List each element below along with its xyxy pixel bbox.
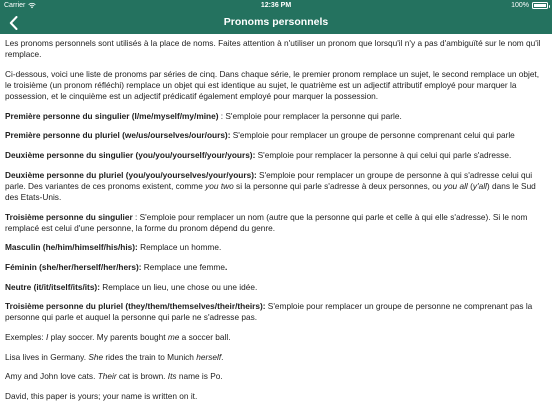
example-yall: y'all [472, 180, 487, 191]
second-person-plural-heading: Deuxième personne du pluriel (you/you/yourselves/your/yours): [5, 169, 257, 180]
example-3-text-b: cat is brown. [116, 371, 168, 382]
carrier-label: Carrier [4, 2, 26, 9]
third-person-plural-paragraph [5, 301, 542, 323]
intro-paragraph: Les pronoms personnels sont utilisés à la place de noms. Faites attention à n'utiliser un pronom que lorsqu'il n'y a pas d'ambiguïté sur le nom qu'il remplace. [5, 38, 541, 60]
masculine-paragraph [5, 242, 542, 253]
example-1-text-b: play soccer. My parents bought [48, 331, 168, 342]
description-paragraph: Ci-dessous, voici une liste de pronoms par séries de cinq. Dans chaque série, le premier pronom remplace un sujet, le second remplace un objet, le troisième (un pronom réfléchi) remplace un objet qui est identique au sujet, le quatrième est un adjectif attributif employé pour marquer la possession, et le cinquième est un adjectif prédicatif également employé pour marquer la possession. [5, 68, 540, 102]
example-1-text-a: Exemples: [5, 331, 47, 342]
first-person-plural-text: S'emploie pour remplacer un groupe de personne comprenant celui qui parle [230, 130, 515, 141]
battery-full-icon [532, 2, 548, 9]
second-person-plural-text: S'emploie pour remplacer un groupe de personne à qui s'adresse celui qui parle. Des variantes de ces pronoms existent, comme [5, 169, 533, 191]
status-time: 12:36 PM [260, 2, 292, 9]
second-person-singular-text: S'emploie pour remplacer la personne à qui celui qui parle s'adresse. [255, 149, 512, 160]
example-1-emphasis-i: I [46, 331, 49, 342]
first-person-singular-text: : S'emploie pour remplacer la personne qui parle. [218, 110, 402, 121]
example-4: David, this paper is yours; your name is written on it. [5, 390, 198, 401]
second-person-plural-paragraph [5, 170, 542, 204]
third-person-singular-paragraph [5, 212, 542, 234]
feminine-period: . [224, 261, 228, 272]
example-3-emphasis-their: Their [97, 371, 117, 382]
battery-indicator [511, 0, 548, 11]
first-person-singular-heading: Première personne du singulier (I/me/myself/my/mine) [5, 110, 219, 121]
example-1-text-c: a soccer ball. [179, 331, 231, 342]
second-person-plural-text-4: ) dans le Sud des Etats-Unis. [5, 180, 536, 202]
second-person-plural-text-2: si la personne qui parle s'adresse à deux personnes, ou [233, 180, 444, 191]
example-you-all: you all [443, 180, 468, 191]
third-person-plural-heading: Troisième personne du pluriel (they/them/themselves/their/theirs): [5, 301, 266, 312]
first-person-plural-heading: Première personne du pluriel (we/us/ourselves/our/ours): [5, 130, 231, 141]
example-3-text-c: name is Po. [176, 371, 223, 382]
feminine-paragraph [5, 262, 542, 273]
example-2-text-b: rides the train to Munich [103, 351, 197, 362]
second-person-plural-text-3: ( [467, 180, 473, 191]
example-3 [5, 371, 542, 382]
neuter-paragraph [5, 282, 542, 293]
example-3-text-a: Amy and John love cats. [5, 371, 98, 382]
example-2-emphasis-she: She [88, 351, 104, 362]
neuter-text: Remplace un lieu, une chose ou une idée. [99, 281, 258, 292]
second-person-singular-paragraph [5, 150, 542, 161]
example-3-emphasis-its: Its [167, 371, 177, 382]
first-person-plural-paragraph [5, 130, 542, 141]
status-bar [0, 0, 552, 11]
masculine-heading: Masculin (he/him/himself/his/his): [5, 242, 138, 253]
navigation-bar [0, 11, 552, 34]
third-person-singular-heading: Troisième personne du singulier [5, 211, 133, 222]
third-person-singular-text: : S'emploie pour remplacer un nom (autre que la personne qui parle et celle à qui elle s'adresse). Si le nom remplacé est celui d'une personne, la forme du pronom dépend du genre. [5, 211, 528, 233]
feminine-heading: Féminin (she/her/herself/her/hers): [5, 261, 142, 272]
feminine-text: Remplace une femme [141, 261, 225, 272]
battery-percent: 100% [511, 2, 529, 9]
example-2 [5, 352, 542, 363]
masculine-text: Remplace un homme. [137, 242, 222, 253]
article-content [0, 34, 552, 414]
neuter-heading: Neutre (it/it/itself/its/its): [5, 281, 100, 292]
example-2-text-a: Lisa lives in Germany. [5, 351, 89, 362]
example-1-emphasis-me: me [167, 331, 180, 342]
example-1 [5, 332, 542, 343]
example-2-text-c: . [221, 351, 224, 362]
third-person-plural-text: S'emploie pour remplacer un groupe de personne ne comprenant pas la personne qui parle et auquel la personne qui parle ne s'adresse pas. [5, 301, 533, 323]
first-person-singular-paragraph [5, 111, 542, 122]
second-person-singular-heading: Deuxième personne du singulier (you/you/yourself/your/yours): [5, 149, 256, 160]
example-you-two: you two [205, 180, 234, 191]
example-2-emphasis-herself: herself [196, 351, 222, 362]
page-title: Pronoms personnels [223, 16, 329, 28]
